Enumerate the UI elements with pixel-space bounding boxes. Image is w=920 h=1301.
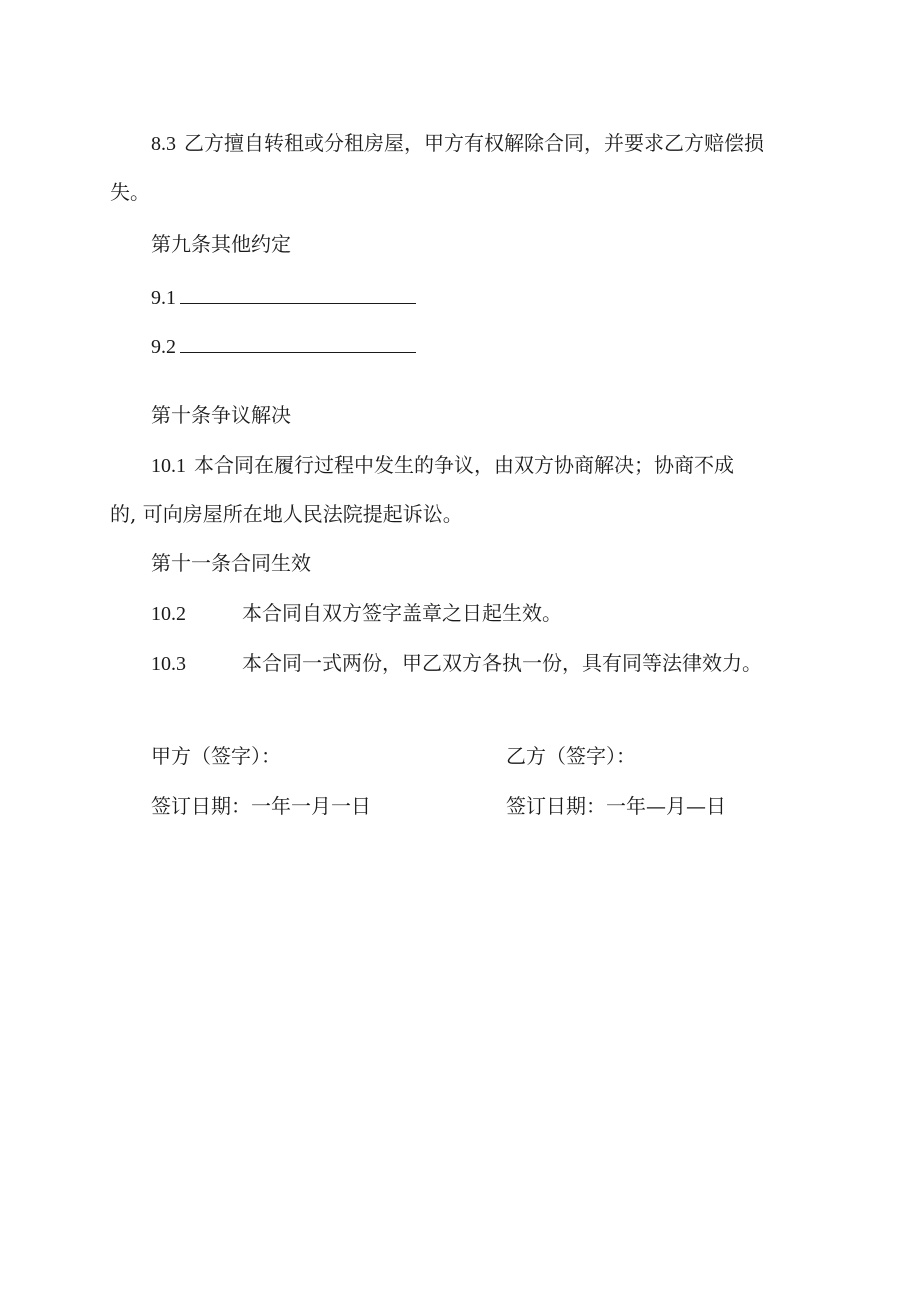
clause-text: 本合同自双方签字盖章之日起生效。 xyxy=(242,601,562,625)
party-a-sign-date xyxy=(151,794,371,818)
clause-number: 10.1 xyxy=(151,455,186,477)
clause-10-2 xyxy=(151,601,562,626)
clause-number: 10.2 xyxy=(151,603,186,625)
heading-text: 第十一条合同生效 xyxy=(151,551,311,575)
party-b-sign-date xyxy=(506,794,726,818)
article-11-heading xyxy=(151,551,311,575)
party-a-signature-label xyxy=(151,744,281,768)
sign-date: 签订日期：一年一月一日 xyxy=(151,794,371,818)
clause-number: 8.3 xyxy=(151,133,176,155)
signature-label: 乙方（签字）： xyxy=(506,744,636,768)
party-b-signature-label xyxy=(506,744,636,768)
clause-text: 乙方擅自转租或分租房屋，甲方有权解除合同，并要求乙方赔偿损 xyxy=(184,131,764,155)
fill-in-blank xyxy=(180,334,416,353)
clause-10-3 xyxy=(151,651,762,676)
clause-number: 9.2 xyxy=(151,336,176,358)
clause-10-1-line2 xyxy=(110,502,463,526)
clause-number: 9.1 xyxy=(151,287,176,309)
heading-text: 第十条争议解决 xyxy=(151,403,291,427)
clause-9-1 xyxy=(151,285,416,310)
sign-date: 签订日期：一年—月—日 xyxy=(506,794,726,818)
article-10-heading xyxy=(151,403,291,427)
clause-8-3-line2 xyxy=(110,180,150,204)
clause-10-1-line1 xyxy=(151,453,734,478)
clause-9-2 xyxy=(151,334,416,359)
clause-8-3-line1 xyxy=(151,131,764,156)
clause-text: 本合同一式两份，甲乙双方各执一份，具有同等法律效力。 xyxy=(242,651,762,675)
fill-in-blank xyxy=(180,285,416,304)
signature-label: 甲方（签字）： xyxy=(151,744,281,768)
clause-number: 10.3 xyxy=(151,653,186,675)
clause-text: 的, 可向房屋所在地人民法院提起诉讼。 xyxy=(110,502,463,526)
heading-text: 第九条其他约定 xyxy=(151,232,291,256)
clause-text: 本合同在履行过程中发生的争议，由双方协商解决；协商不成 xyxy=(194,453,734,477)
clause-text: 失。 xyxy=(110,180,150,204)
article-9-heading xyxy=(151,232,291,256)
